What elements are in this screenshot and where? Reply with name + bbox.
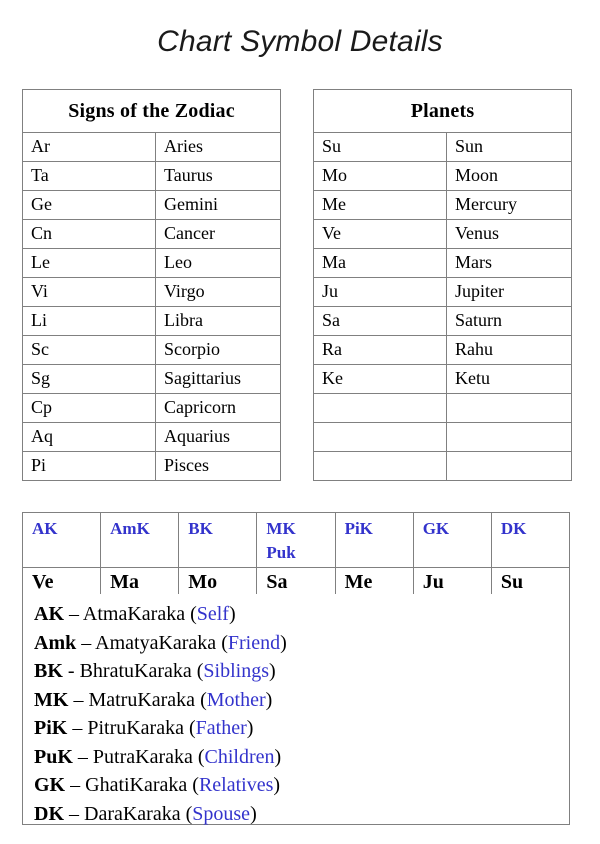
- page-title: Chart Symbol Details: [157, 25, 443, 58]
- symbol-abbreviation-cell: Pi: [23, 452, 156, 481]
- legend-paren-open: (: [185, 802, 193, 825]
- table-row: [23, 307, 281, 336]
- karaka-planet-cell: Sa: [257, 568, 335, 599]
- karaka-table: [22, 512, 570, 599]
- table-row: [23, 336, 281, 365]
- legend-term: BhratuKaraka: [79, 660, 197, 682]
- symbol-abbreviation-cell: [314, 394, 447, 423]
- legend-dash: –: [72, 745, 93, 768]
- symbol-name-cell: Libra: [156, 307, 281, 336]
- legend-line: [34, 686, 569, 715]
- table-row: [314, 278, 572, 307]
- symbol-abbreviation-cell: Su: [314, 133, 447, 162]
- table-row: [23, 278, 281, 307]
- symbol-name-cell: Virgo: [156, 278, 281, 307]
- legend-abbreviation: MK: [34, 688, 69, 711]
- legend-paren-close: ): [250, 802, 257, 825]
- legend-line: [34, 714, 569, 743]
- table-row: [23, 365, 281, 394]
- legend-dash: –: [64, 802, 84, 825]
- table-row: [314, 336, 572, 365]
- karaka-planet-cell: Mo: [179, 568, 257, 599]
- legend-paren-open: (: [200, 688, 207, 711]
- symbol-abbreviation-cell: Ve: [314, 220, 447, 249]
- legend-dash: –: [68, 688, 89, 711]
- legend-paren-open: (: [190, 603, 197, 625]
- zodiac-table-title: Signs of the Zodiac: [23, 90, 281, 133]
- karaka-code-cell: [179, 513, 257, 568]
- karaka-code-cell: [101, 513, 179, 568]
- table-row: [314, 423, 572, 452]
- planets-table: [313, 89, 572, 481]
- karaka-planet-cell: Ma: [101, 568, 179, 599]
- legend-line: [34, 657, 569, 686]
- symbol-name-cell: [447, 452, 572, 481]
- symbol-name-cell: Jupiter: [447, 278, 572, 307]
- legend-dash: –: [64, 603, 83, 625]
- symbol-name-cell: Mercury: [447, 191, 572, 220]
- legend-paren-open: (: [192, 774, 199, 796]
- planets-table-head: [314, 90, 572, 133]
- legend-line: [34, 771, 569, 800]
- legend-abbreviation: GK: [34, 774, 66, 796]
- legend-abbreviation: AK: [34, 603, 64, 625]
- symbol-name-cell: Pisces: [156, 452, 281, 481]
- legend-abbreviation: Amk: [34, 631, 77, 654]
- symbol-name-cell: Sun: [447, 133, 572, 162]
- karaka-code: GK: [422, 519, 450, 538]
- karaka-code-cell: [257, 513, 335, 568]
- karaka-planet-cell: Ju: [413, 568, 491, 599]
- karaka-code-cell: [413, 513, 491, 568]
- legend-line: [34, 743, 569, 772]
- zodiac-table-head: [23, 90, 281, 133]
- legend-paren-open: (: [221, 631, 228, 654]
- symbol-name-cell: Scorpio: [156, 336, 281, 365]
- symbol-abbreviation-cell: Ma: [314, 249, 447, 278]
- legend-paren-close: ): [269, 660, 276, 682]
- table-row: [314, 133, 572, 162]
- symbol-abbreviation-cell: Aq: [23, 423, 156, 452]
- table-row: [23, 162, 281, 191]
- table-row: [314, 191, 572, 220]
- karaka-legend: [22, 594, 570, 825]
- symbol-name-cell: [447, 423, 572, 452]
- table-header-row: [23, 90, 281, 133]
- legend-paren-close: ): [274, 745, 282, 768]
- table-row: [314, 365, 572, 394]
- legend-term: GhatiKaraka: [85, 774, 193, 796]
- legend-line: [34, 600, 569, 629]
- table-row: [314, 452, 572, 481]
- table-row: [23, 423, 281, 452]
- symbol-abbreviation-cell: Ta: [23, 162, 156, 191]
- zodiac-table-body: [23, 133, 281, 481]
- legend-paren-open: (: [196, 660, 204, 682]
- symbol-abbreviation-cell: Le: [23, 249, 156, 278]
- symbol-name-cell: Taurus: [156, 162, 281, 191]
- symbol-name-cell: Gemini: [156, 191, 281, 220]
- symbol-abbreviation-cell: Ge: [23, 191, 156, 220]
- karaka-code: MK: [266, 519, 296, 538]
- legend-dash: –: [76, 631, 96, 654]
- planets-table-title: Planets: [314, 90, 572, 133]
- symbol-abbreviation-cell: Ke: [314, 365, 447, 394]
- karaka-planet-cell: Ve: [23, 568, 101, 599]
- table-row: [23, 191, 281, 220]
- planets-table-body: [314, 133, 572, 481]
- legend-term: DaraKaraka: [84, 802, 186, 825]
- legend-abbreviation: PuK: [34, 745, 73, 768]
- table-row: [23, 249, 281, 278]
- karaka-code: PiK: [344, 519, 373, 538]
- legend-abbreviation: BK: [34, 660, 63, 682]
- legend-term: AmatyaKaraka: [95, 631, 222, 654]
- symbol-abbreviation-cell: Sc: [23, 336, 156, 365]
- table-row: [23, 394, 281, 423]
- symbol-abbreviation-cell: Cp: [23, 394, 156, 423]
- symbol-abbreviation-cell: Me: [314, 191, 447, 220]
- legend-abbreviation: DK: [34, 802, 64, 825]
- symbol-name-cell: Moon: [447, 162, 572, 191]
- legend-term: AtmaKaraka: [82, 603, 191, 625]
- symbol-abbreviation-cell: Sa: [314, 307, 447, 336]
- karaka-code-cell: [335, 513, 413, 568]
- symbol-abbreviation-cell: Vi: [23, 278, 156, 307]
- symbol-name-cell: Sagittarius: [156, 365, 281, 394]
- legend-dash: –: [67, 717, 88, 739]
- symbol-abbreviation-cell: Mo: [314, 162, 447, 191]
- table-row: [23, 133, 281, 162]
- karaka-code-cell: [23, 513, 101, 568]
- legend-paren-close: ): [246, 717, 254, 739]
- symbol-abbreviation-cell: Cn: [23, 220, 156, 249]
- symbol-name-cell: Capricorn: [156, 394, 281, 423]
- karaka-code-secondary: Puk: [266, 543, 296, 562]
- legend-term: MatruKaraka: [88, 688, 201, 711]
- legend-abbreviation: PiK: [34, 717, 68, 739]
- legend-meaning: Relatives: [198, 774, 274, 796]
- karaka-planet-cell: Me: [335, 568, 413, 599]
- karaka-code: AmK: [110, 519, 150, 538]
- symbol-name-cell: [447, 394, 572, 423]
- legend-dash: -: [62, 660, 80, 682]
- symbol-name-cell: Saturn: [447, 307, 572, 336]
- table-row: [314, 162, 572, 191]
- legend-paren-close: ): [265, 688, 273, 711]
- symbol-abbreviation-cell: Ju: [314, 278, 447, 307]
- zodiac-table: [22, 89, 281, 481]
- table-header-row: [314, 90, 572, 133]
- karaka-code: DK: [500, 519, 527, 538]
- karaka-code-cell: [491, 513, 569, 568]
- symbol-abbreviation-cell: Li: [23, 307, 156, 336]
- symbol-name-cell: Rahu: [447, 336, 572, 365]
- table-row: [23, 452, 281, 481]
- legend-meaning: Spouse: [192, 802, 251, 825]
- symbol-abbreviation-cell: Ra: [314, 336, 447, 365]
- legend-paren-open: (: [197, 745, 205, 768]
- symbol-abbreviation-cell: [314, 452, 447, 481]
- symbol-name-cell: Aquarius: [156, 423, 281, 452]
- symbol-abbreviation-cell: Sg: [23, 365, 156, 394]
- legend-dash: –: [65, 774, 86, 796]
- karaka-code: AK: [32, 519, 58, 538]
- symbol-name-cell: Mars: [447, 249, 572, 278]
- symbol-abbreviation-cell: [314, 423, 447, 452]
- symbol-name-cell: Ketu: [447, 365, 572, 394]
- legend-term: PutraKaraka: [92, 745, 198, 768]
- legend-meaning: Self: [196, 603, 229, 625]
- symbol-name-cell: Leo: [156, 249, 281, 278]
- legend-term: PitruKaraka: [87, 717, 189, 739]
- symbol-name-cell: Aries: [156, 133, 281, 162]
- legend-paren-close: ): [273, 774, 281, 796]
- legend-meaning: Mother: [206, 688, 266, 711]
- legend-paren-close: ): [228, 603, 236, 625]
- legend-line: [34, 800, 569, 829]
- table-row: [314, 220, 572, 249]
- table-row: [314, 249, 572, 278]
- table-row: [23, 220, 281, 249]
- symbol-abbreviation-cell: Ar: [23, 133, 156, 162]
- karaka-code: BK: [188, 519, 213, 538]
- legend-meaning: Siblings: [203, 660, 269, 682]
- symbol-name-cell: Venus: [447, 220, 572, 249]
- table-row: [314, 394, 572, 423]
- legend-paren-close: ): [280, 631, 287, 654]
- legend-paren-open: (: [188, 717, 196, 739]
- symbol-name-cell: Cancer: [156, 220, 281, 249]
- legend-meaning: Father: [195, 717, 247, 739]
- legend-line: [34, 629, 569, 658]
- table-row: [314, 307, 572, 336]
- legend-meaning: Children: [204, 745, 275, 768]
- karaka-planet-cell: Su: [491, 568, 569, 599]
- karaka-code-row: [23, 513, 570, 568]
- legend-meaning: Friend: [227, 631, 281, 654]
